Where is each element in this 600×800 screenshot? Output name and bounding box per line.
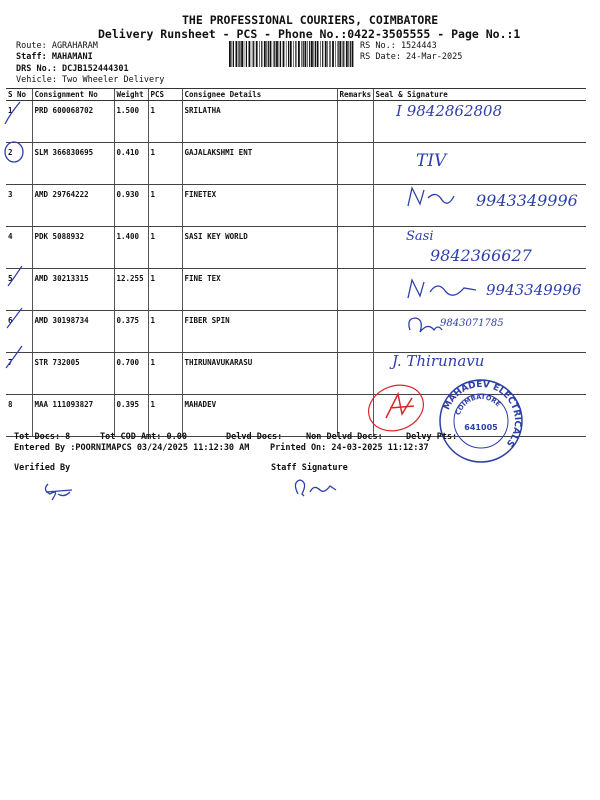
barcode-bar [249, 41, 251, 67]
handwritten-row7: J. Thirunavu [392, 352, 485, 370]
row-consignment: PDK 5088932 [32, 227, 114, 269]
row-sno: 5 [6, 269, 32, 311]
row-pcs: 1 [148, 269, 182, 311]
barcode-bar [274, 41, 275, 67]
barcode-bar [261, 41, 262, 67]
rs-date: RS Date: 24-Mar-2025 [360, 52, 463, 62]
barcode-bar [236, 41, 238, 67]
vehicle-label: Vehicle: Two Wheeler Delivery [16, 75, 165, 85]
row-consignee: FINE TEX [182, 269, 337, 311]
verifier-signature [38, 478, 78, 504]
entered-by: Entered By :POORNIMAPCS 03/24/2025 11:12:30 AM [14, 443, 250, 453]
barcode-bar [290, 41, 292, 67]
row-consignment: AMD 30198734 [32, 311, 114, 353]
barcode-bar [268, 41, 269, 67]
stamp-code: 641005 [464, 423, 498, 432]
barcode-bar [320, 41, 321, 67]
runsheet-subtitle: Delivery Runsheet - PCS - Phone No.:0422-3505555 - Page No.:1 [98, 27, 521, 41]
barcode-bar [338, 41, 339, 67]
barcode-bar [305, 41, 307, 67]
handwritten-row2: TIV [416, 151, 447, 171]
staff-label: Staff: MAHAMANI [16, 52, 93, 62]
barcode-bar [266, 41, 267, 67]
row-pcs: 1 [148, 227, 182, 269]
staff-signature [290, 476, 340, 498]
delivered-docs: Delvd Docs: [226, 432, 283, 442]
barcode-bar [295, 41, 296, 67]
col-remarks: Remarks [337, 89, 373, 101]
barcode-bar [314, 41, 315, 67]
row-consignee: SASI KEY WORLD [182, 227, 337, 269]
row-remarks [337, 185, 373, 227]
delivery-points: Delvy Pts: [406, 432, 458, 442]
row-weight: 1.400 [114, 227, 148, 269]
row-weight: 0.930 [114, 185, 148, 227]
row-consignee: MAHADEV [182, 395, 337, 437]
barcode-bar [343, 41, 344, 67]
row-consignee: THIRUNAVUKARASU [182, 353, 337, 395]
total-docs: Tot Docs: 8 [14, 432, 71, 442]
row-consignment: MAA 111093827 [32, 395, 114, 437]
barcode-bar [317, 41, 319, 67]
barcode-bar [350, 41, 351, 67]
barcode-bar [280, 41, 281, 67]
rs-number: RS No.: 1524443 [360, 41, 437, 51]
barcode-bar [322, 41, 323, 67]
row-consignee: FINETEX [182, 185, 337, 227]
barcode-bar [239, 41, 240, 67]
row-sno: 8 [6, 395, 32, 437]
handwritten-row3: 9943349996 [476, 191, 578, 210]
row-consignee: FIBER SPIN [182, 311, 337, 353]
route-label: Route: AGRAHARAM [16, 41, 98, 51]
barcode-bar [270, 41, 272, 67]
row-weight: 1.500 [114, 101, 148, 143]
table-header-row [6, 89, 586, 101]
handwritten-row-marks [0, 96, 36, 396]
row-consignment: PRD 600068702 [32, 101, 114, 143]
row-pcs: 1 [148, 353, 182, 395]
barcode-bar [244, 41, 245, 67]
row-consignee: SRILATHA [182, 101, 337, 143]
row-consignee: GAJALAKSHMI ENT [182, 143, 337, 185]
row-remarks [337, 311, 373, 353]
row-sno: 6 [6, 311, 32, 353]
barcode [229, 41, 354, 67]
row-pcs: 1 [148, 185, 182, 227]
barcode-bar [307, 41, 308, 67]
row-remarks [337, 269, 373, 311]
stamp-inner-text: COIMBATORE [453, 392, 503, 417]
barcode-bar [273, 41, 274, 67]
row-remarks [337, 101, 373, 143]
row-pcs: 1 [148, 311, 182, 353]
col-sno: S No [6, 89, 32, 101]
barcode-bar [329, 41, 330, 67]
col-seal-signature: Seal & Signature [373, 89, 586, 101]
total-cod-amount: Tot COD Amt: 0.00 [100, 432, 187, 442]
barcode-bar [246, 41, 247, 67]
barcode-bar [348, 41, 349, 67]
barcode-bar [301, 41, 302, 67]
row-weight: 12.255 [114, 269, 148, 311]
row-sno: 3 [6, 185, 32, 227]
barcode-bar [238, 41, 239, 67]
company-stamp [438, 378, 524, 464]
barcode-bar [303, 41, 304, 67]
drs-number: DRS No.: DCJB152444301 [16, 64, 129, 74]
row-remarks [337, 143, 373, 185]
barcode-bar [311, 41, 313, 67]
handwritten-signature-row6 [404, 312, 444, 338]
row-weight: 0.395 [114, 395, 148, 437]
row-weight: 0.375 [114, 311, 148, 353]
barcode-bar [325, 41, 327, 67]
table-row [6, 143, 586, 185]
row-consignment: AMD 30213315 [32, 269, 114, 311]
verified-by-label: Verified By [14, 463, 71, 473]
row-signature-cell [373, 143, 586, 185]
barcode-bar [342, 41, 343, 67]
handwritten-row5: 9943349996 [486, 281, 582, 299]
barcode-bar [335, 41, 336, 67]
handwritten-row4: 9842366627 [430, 246, 532, 265]
barcode-bar [241, 41, 243, 67]
barcode-bar [315, 41, 316, 67]
barcode-bar [252, 41, 253, 67]
red-signature [364, 380, 434, 436]
row-weight: 0.700 [114, 353, 148, 395]
col-weight: Weight [114, 89, 148, 101]
row-pcs: 1 [148, 101, 182, 143]
company-title: THE PROFESSIONAL COURIERS, COIMBATORE [182, 13, 439, 27]
non-delivered-docs: Non Delvd Docs: [306, 432, 383, 442]
col-consignment: Consignment No [32, 89, 114, 101]
barcode-bar [279, 41, 280, 67]
row-remarks [337, 227, 373, 269]
barcode-bar [229, 41, 231, 67]
barcode-bar [286, 41, 287, 67]
barcode-bar [276, 41, 278, 67]
barcode-bar [298, 41, 300, 67]
barcode-bar [233, 41, 234, 67]
row-consignment: AMD 29764222 [32, 185, 114, 227]
row-sno: 1 [6, 101, 32, 143]
handwritten-row6: 9843071785 [440, 318, 504, 329]
barcode-bar [253, 41, 254, 67]
stamp-outer-text: MAHADEV ELECTRICALS [442, 379, 523, 449]
barcode-bar [264, 41, 266, 67]
barcode-bar [346, 41, 348, 67]
col-pcs: PCS [148, 89, 182, 101]
handwritten-signature-row5 [404, 276, 484, 302]
barcode-bar [339, 41, 341, 67]
barcode-bar [327, 41, 328, 67]
row-weight: 0.410 [114, 143, 148, 185]
row-consignment: STR 732005 [32, 353, 114, 395]
col-consignee: Consignee Details [182, 89, 337, 101]
row-pcs: 1 [148, 143, 182, 185]
row-sno: 7 [6, 353, 32, 395]
barcode-bar [332, 41, 334, 67]
handwritten-row1: I 9842862808 [396, 102, 503, 120]
barcode-bar [232, 41, 233, 67]
handwritten-signature-row3 [404, 184, 474, 210]
barcode-bar [309, 41, 310, 67]
barcode-bar [288, 41, 289, 67]
handwritten-row4-name: Sasi [406, 229, 434, 244]
staff-signature-label: Staff Signature [271, 463, 348, 473]
table-row [6, 311, 586, 353]
barcode-bar [283, 41, 285, 67]
printed-on: Printed On: 24-03-2025 11:12:37 [270, 443, 429, 453]
row-consignment: SLM 366830695 [32, 143, 114, 185]
barcode-bar [259, 41, 260, 67]
row-pcs: 1 [148, 395, 182, 437]
barcode-bar [293, 41, 294, 67]
barcode-bar [352, 41, 354, 67]
barcode-bar [256, 41, 258, 67]
row-sno: 2 [6, 143, 32, 185]
row-sno: 4 [6, 227, 32, 269]
